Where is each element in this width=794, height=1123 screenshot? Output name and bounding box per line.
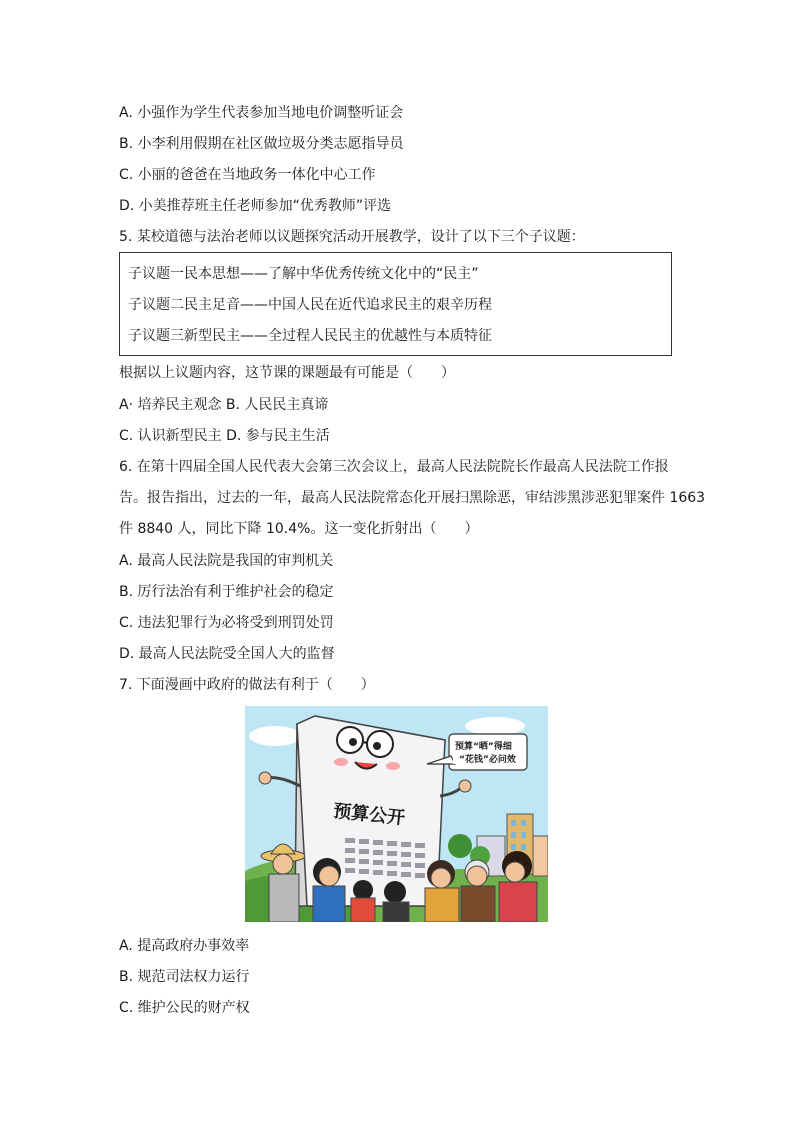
q6-option-c: C. 违法犯罪行为必将受到刑罚处罚	[119, 615, 334, 631]
q7-option-b: B. 规范司法权力运行	[119, 969, 250, 985]
q6-stem-line-3: 件 8840 人，同比下降 10.4%。这一变化折射出（ ）	[119, 521, 479, 537]
q6-stem-line-1: 6. 在第十四届全国人民代表大会第三次会议上，最高人民法院院长作最高人民法院工作报	[119, 459, 669, 475]
speech-line-2: “花钱”必问效	[459, 755, 516, 765]
q5-topic-box	[119, 252, 672, 356]
q4-option-c: C. 小丽的爸爸在当地政务一体化中心工作	[119, 167, 376, 183]
q6-option-d: D. 最高人民法院受全国人大的监督	[119, 646, 335, 662]
q4-option-b: B. 小李利用假期在社区做垃圾分类志愿指导员	[119, 136, 404, 152]
q5-question: 根据以上议题内容，这节课的课题最有可能是（ ）	[119, 365, 455, 381]
q5-stem: 5. 某校道德与法治老师以议题探究活动开展教学，设计了以下三个子议题：	[119, 229, 585, 245]
q4-option-a: A. 小强作为学生代表参加当地电价调整听证会	[119, 105, 404, 121]
q7-option-a: A. 提高政府办事效率	[119, 938, 250, 954]
q6-option-b: B. 厉行法治有利于维护社会的稳定	[119, 584, 334, 600]
q6-option-a: A. 最高人民法院是我国的审判机关	[119, 553, 334, 569]
q7-stem: 7. 下面漫画中政府的做法有利于（ ）	[119, 677, 375, 693]
q4-option-d: D. 小美推荐班主任老师参加“优秀教师”评选	[119, 198, 392, 214]
q5-topic-1: 子议题一民本思想——了解中华优秀传统文化中的“民主”	[128, 266, 479, 282]
speech-line-1: 预算“晒”得细	[455, 742, 512, 752]
q5-topic-2: 子议题二民主足音——中国人民在近代追求民主的艰辛历程	[128, 297, 492, 313]
budget-disclosure-cartoon	[245, 706, 548, 922]
budget-book-title: 预算公开	[332, 800, 407, 830]
cartoon-illustration	[245, 706, 548, 922]
q5-options-row-1: A· 培养民主观念 B. 人民民主真谛	[119, 397, 329, 413]
q7-option-c: C. 维护公民的财产权	[119, 1000, 250, 1016]
q5-topic-3: 子议题三新型民主——全过程人民民主的优越性与本质特征	[128, 328, 492, 344]
q6-stem-line-2: 告。报告指出，过去的一年，最高人民法院常态化开展扫黑除恶，审结涉黑涉恶犯罪案件 1663	[119, 490, 706, 506]
q5-options-row-2: C. 认识新型民主 D. 参与民主生活	[119, 428, 330, 444]
